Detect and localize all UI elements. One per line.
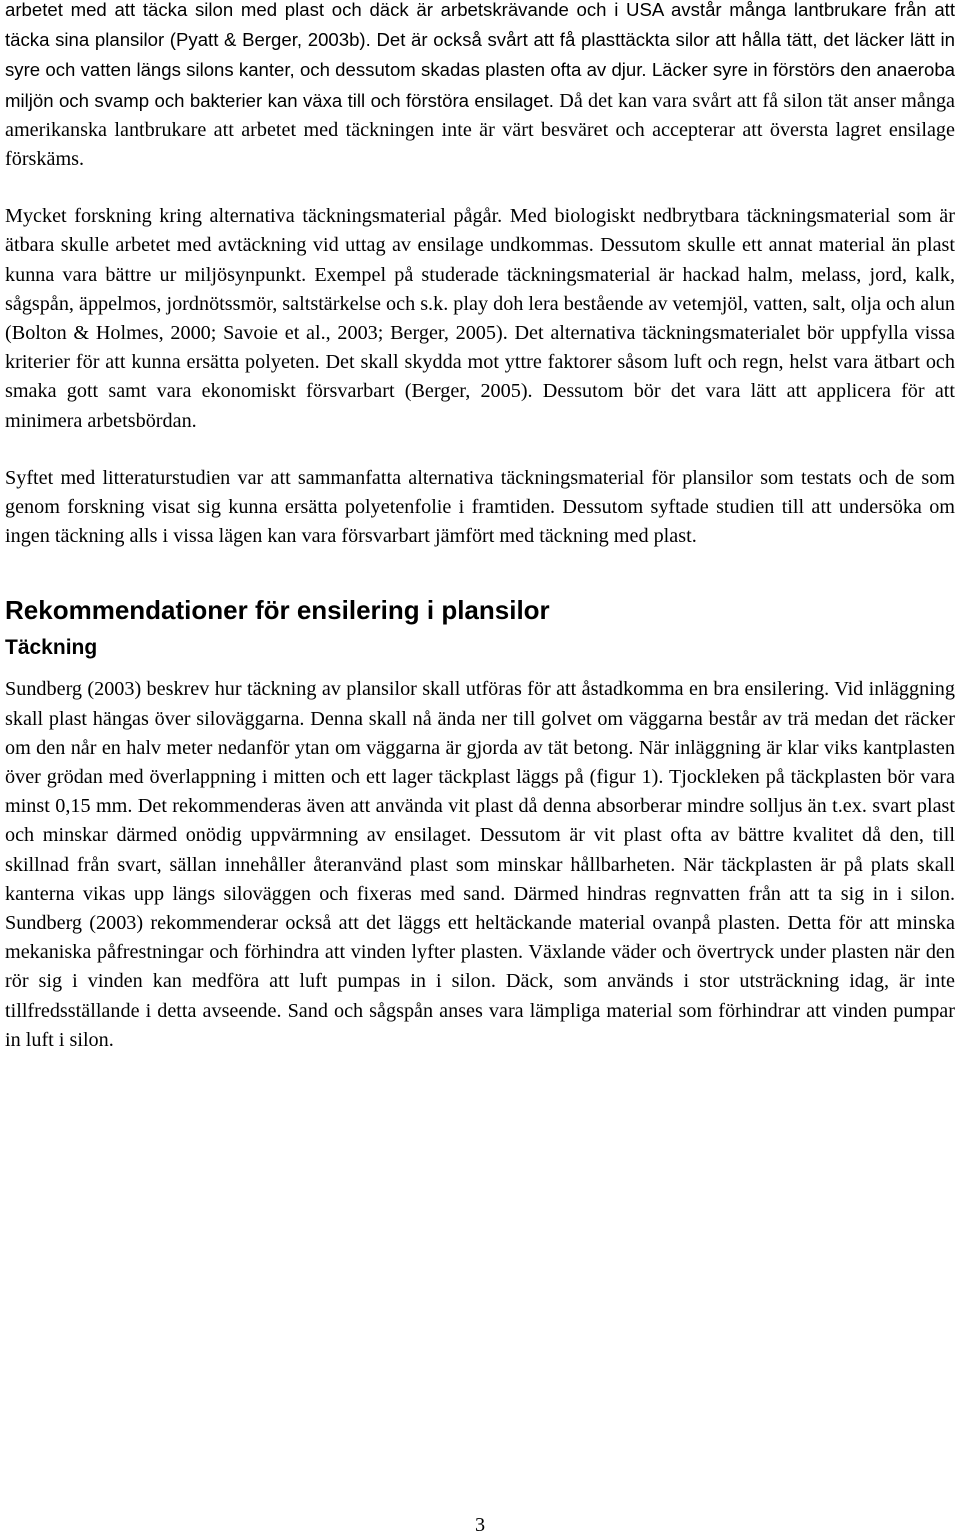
body-paragraph: Syftet med litteraturstudien var att sammanfatta alternativa täckningsmaterial för plansilor som testats och de som genom forskning visat sig kunna ersätta polyetenfolie i framtiden. Dessutom syftade studien till att undersöka om ingen täckning alls i vissa lägen kan vara försvarbart jämfört med täckning med plast. [5, 466, 955, 548]
body-paragraph [5, 0, 955, 174]
paragraph-serif-text: Då det kan vara svårt att få silon tät anser många amerikanska lantbrukare att arbetet med täckningen inte är värt besväret och accepterar att översta lagret ensilage förskäms. [5, 89, 955, 171]
subsection-heading: Täckning [5, 636, 98, 660]
paragraph-sans-text: arbetet med att täcka silon med plast och däck är arbetskrävande och i USA avstår många lantbrukare från att täcka sina plansilor (Pyatt & Berger, 2003b). Det är också svårt att få plasttäckta silor att hålla tätt, det läcker lätt in syre och vatten längs silons kanter, och dessutom skadas plasten ofta av djur. Läcker syre in förstörs den anaeroba miljön och svamp och bakterier kan växa till och förstöra ensilaget. [5, 0, 955, 111]
body-paragraph: Sundberg (2003) beskrev hur täckning av plansilor skall utföras för att åstadkomma en bra ensilering. Vid inläggning skall plast hängas över siloväggarna. Denna skall nå ända ner till golvet om väggarna består av trä medan det räcker om den når en halv meter nedanför ytan om väggarna är gjorda av tät betong. När inläggning är klar viks kantplasten över grödan med överlappning i mitten och ett lager täckplast läggs på (figur 1). Tjockleken på täckplasten bör vara minst 0,15 mm. Det rekommenderas även att använda vit plast då denna absorberar mindre solljus än t.ex. svart plast och minskar därmed onödig uppvärmning av ensilaget. Dessutom är vit plast ofta av bättre kvalitet då den, till skillnad från svart, sällan innehåller återanvänd plast som minskar hållbarheten. När täckplasten är på plats skall kanterna vikas upp längs siloväggen och fixeras med sand. Därmed hindras regnvatten från att ta sig in i silon. Sundberg (2003) rekommenderar också att det läggs ett heltäckande material ovanpå plasten. Detta för att minska mekaniska påfrestningar och förhindra att vinden lyfter plasten. Växlande väder och övertryck under plasten när den rör sig i vinden kan medföra att luft pumpas in i silon. Däck, som används i stor utsträckning idag, är inte tillfredsställande i detta avseende. Sand och sågspån anses vara lämpliga material som förhindrar att vinden pumpar in luft i silon. [5, 678, 955, 1051]
body-paragraph: Mycket forskning kring alternativa täckningsmaterial pågår. Med biologiskt nedbrytbara täckningsmaterial som är ätbara skulle arbetet med avtäckning vid uttag av ensilage undkommas. Dessutom skulle ett annat material än plast kunna vara bättre ur miljösynpunkt. Exempel på studerade täckningsmaterial är hackad halm, melass, jord, kalk, sågspån, äppelmos, jordnötssmör, saltstärkelse och s.k. play doh lera bestående av vetemjöl, vatten, salt, olja och alun (Bolton & Holmes, 2000; Savoie et al., 2003; Berger, 2005). Det alternativa täckningsmaterialet bör uppfylla vissa kriterier för att kunna ersätta polyeten. Det skall skydda mot yttre faktorer såsom luft och regn, helst vara ätbart och smaka gott samt vara ekonomiskt försvarbart (Berger, 2005). Dessutom bör det vara lätt att applicera för att minimera arbetsbördan. [5, 205, 956, 432]
page-number: 3 [474, 1514, 486, 1536]
section-heading: Rekommendationer för ensilering i plansilor [5, 595, 550, 626]
document-page [5, 0, 955, 1055]
